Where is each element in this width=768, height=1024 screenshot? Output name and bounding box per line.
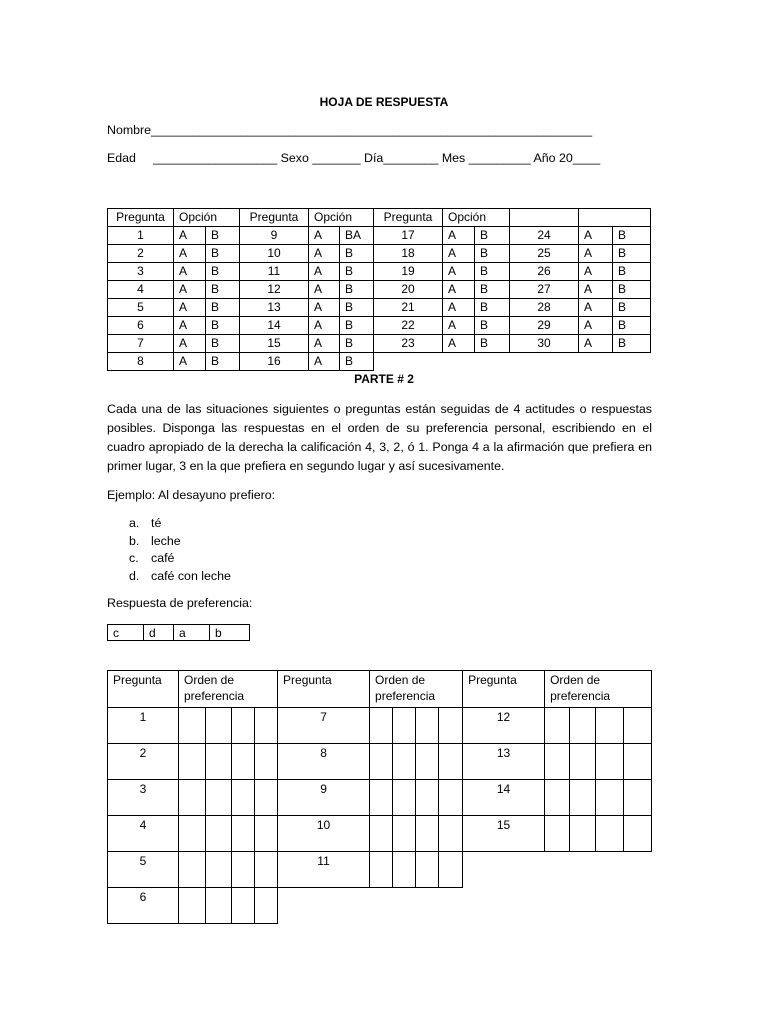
option-cell: B <box>206 245 240 263</box>
grid-header-pregunta: Pregunta <box>108 671 179 708</box>
preference-input-box[interactable] <box>255 816 278 852</box>
grid-row <box>108 888 652 924</box>
example-label: Ejemplo: Al desayuno prefiero: <box>107 488 276 502</box>
question-number-cell: 7 <box>108 335 174 353</box>
option-cell: B <box>475 317 510 335</box>
option-cell: A <box>443 317 475 335</box>
option-cell: B <box>475 227 510 245</box>
example-answer-boxes <box>107 624 250 641</box>
table-row <box>108 299 651 317</box>
list-item: c. café <box>129 551 175 565</box>
grid-question-number: 2 <box>108 744 179 780</box>
answer-cell: a <box>174 625 210 641</box>
option-cell: A <box>309 299 340 317</box>
preference-input-box[interactable] <box>179 744 206 780</box>
grid-question-number: 12 <box>463 708 545 744</box>
option-cell: B <box>340 353 374 371</box>
option-cell: A <box>579 245 613 263</box>
option-cell: A <box>174 263 206 281</box>
question-number-cell: 25 <box>510 245 579 263</box>
grid-question-number: 13 <box>463 744 545 780</box>
question-number-cell: 28 <box>510 299 579 317</box>
question-number-cell: 20 <box>374 281 443 299</box>
preference-input-box[interactable] <box>206 780 232 816</box>
option-cell: B <box>206 353 240 371</box>
question-number-cell: 30 <box>510 335 579 353</box>
option-cell: B <box>340 281 374 299</box>
preference-input-box[interactable] <box>624 780 652 816</box>
list-item: d. café con leche <box>129 568 231 583</box>
instructions-paragraph: Cada una de las situaciones siguientes o preguntas están seguidas de 4 actitudes o respuestas posibles. Disponga las respuestas en el orden de su preferencia personal, escribiendo en el cuadro apropiado de la derecha la calificación 4, 3, 2, ó 1. Ponga 4 a la afirmación que prefiera en primer lugar, 3 en la que prefiera en segundo lugar y así sucesivamente. <box>107 402 652 473</box>
option-cell: A <box>579 263 613 281</box>
table-row <box>108 227 651 245</box>
option-cell: B <box>613 281 651 299</box>
preference-input-box[interactable] <box>439 816 463 852</box>
question-number-cell: 17 <box>374 227 443 245</box>
option-cell: A <box>443 245 475 263</box>
preference-input-box[interactable] <box>255 888 278 924</box>
table-row <box>108 281 651 299</box>
option-cell: B <box>340 317 374 335</box>
question-number-cell: 11 <box>240 263 309 281</box>
preference-input-box[interactable] <box>206 708 232 744</box>
option-cell: A <box>309 353 340 371</box>
option-cell: A <box>174 227 206 245</box>
grid-row <box>108 708 652 744</box>
preference-input-box[interactable] <box>624 744 652 780</box>
question-number-cell: 18 <box>374 245 443 263</box>
option-cell: B <box>206 227 240 245</box>
header-opcion: Opción <box>174 209 240 227</box>
preference-input-box[interactable] <box>439 780 463 816</box>
grid-header-pregunta: Pregunta <box>463 671 545 708</box>
table-row <box>108 335 651 353</box>
part1-answer-table <box>107 208 651 371</box>
grid-empty-space <box>278 888 463 924</box>
preference-input-box[interactable] <box>570 744 596 780</box>
preference-input-box[interactable] <box>596 744 624 780</box>
grid-question-number: 8 <box>278 744 370 780</box>
option-cell: A <box>579 227 613 245</box>
preference-input-box[interactable] <box>370 852 393 888</box>
option-cell: A <box>579 335 613 353</box>
option-cell: B <box>206 335 240 353</box>
option-cell: A <box>174 353 206 371</box>
part1-header-row <box>108 209 651 227</box>
preference-input-box[interactable] <box>545 780 570 816</box>
question-number-cell: 22 <box>374 317 443 335</box>
answer-cell: c <box>108 625 144 641</box>
question-number-cell: 9 <box>240 227 309 245</box>
question-number-cell: 4 <box>108 281 174 299</box>
option-cell: B <box>206 263 240 281</box>
option-cell: A <box>309 281 340 299</box>
grid-header-row <box>108 671 652 708</box>
grid-row <box>108 744 652 780</box>
option-cell: B <box>475 245 510 263</box>
preference-input-box[interactable] <box>570 708 596 744</box>
preference-input-box[interactable] <box>179 816 206 852</box>
option-cell: B <box>613 227 651 245</box>
preference-input-box[interactable] <box>255 780 278 816</box>
question-number-cell: 8 <box>108 353 174 371</box>
option-cell: A <box>443 263 475 281</box>
preference-input-box[interactable] <box>255 744 278 780</box>
grid-question-number: 3 <box>108 780 179 816</box>
option-cell: A <box>174 299 206 317</box>
grid-header-pregunta: Pregunta <box>278 671 370 708</box>
option-cell: A <box>309 263 340 281</box>
preference-input-box[interactable] <box>596 816 624 852</box>
preference-input-box[interactable] <box>439 708 463 744</box>
table-row <box>108 317 651 335</box>
preference-input-box[interactable] <box>570 780 596 816</box>
option-cell: A <box>174 335 206 353</box>
question-number-cell: 10 <box>240 245 309 263</box>
preference-input-box[interactable] <box>393 780 416 816</box>
parte-2-heading: PARTE # 2 <box>354 372 414 386</box>
preference-input-box[interactable] <box>570 816 596 852</box>
question-number-cell: 13 <box>240 299 309 317</box>
option-cell: A <box>443 281 475 299</box>
question-number-cell: 24 <box>510 227 579 245</box>
preference-input-box[interactable] <box>416 780 439 816</box>
option-cell: A <box>579 299 613 317</box>
preference-input-box[interactable] <box>232 708 255 744</box>
header-empty <box>510 209 579 227</box>
preference-input-box[interactable] <box>393 852 416 888</box>
grid-question-number: 15 <box>463 816 545 852</box>
preference-input-box[interactable] <box>624 708 652 744</box>
preference-input-box[interactable] <box>179 852 206 888</box>
preference-input-box[interactable] <box>206 852 232 888</box>
grid-question-number: 11 <box>278 852 370 888</box>
preference-input-box[interactable] <box>232 888 255 924</box>
option-cell: B <box>475 281 510 299</box>
option-cell: B <box>340 299 374 317</box>
question-number-cell: 21 <box>374 299 443 317</box>
preference-input-box[interactable] <box>624 816 652 852</box>
table-row <box>108 263 651 281</box>
grid-header-orden: Orden de preferencia <box>370 671 463 708</box>
option-cell: A <box>309 317 340 335</box>
answer-label: Respuesta de preferencia: <box>107 596 253 610</box>
question-number-cell: 1 <box>108 227 174 245</box>
question-number-cell: 29 <box>510 317 579 335</box>
header-pregunta: Pregunta <box>374 209 443 227</box>
header-opcion: Opción <box>443 209 510 227</box>
preference-input-box[interactable] <box>255 708 278 744</box>
preference-input-box[interactable] <box>206 744 232 780</box>
header-empty <box>579 209 651 227</box>
preference-input-box[interactable] <box>596 780 624 816</box>
option-cell: A <box>443 227 475 245</box>
option-cell: A <box>309 245 340 263</box>
preference-input-box[interactable] <box>232 780 255 816</box>
page-title: HOJA DE RESPUESTA <box>319 95 449 109</box>
table-row <box>108 245 651 263</box>
grid-question-number: 4 <box>108 816 179 852</box>
question-number-cell: 15 <box>240 335 309 353</box>
option-cell: A <box>174 317 206 335</box>
preference-grid <box>107 670 652 924</box>
preference-input-box[interactable] <box>545 744 570 780</box>
preference-input-box[interactable] <box>439 852 463 888</box>
question-number-cell: 12 <box>240 281 309 299</box>
option-cell: A <box>579 281 613 299</box>
question-number-cell: 6 <box>108 317 174 335</box>
option-cell: A <box>443 335 475 353</box>
option-cell: B <box>475 263 510 281</box>
preference-input-box[interactable] <box>232 744 255 780</box>
preference-input-box[interactable] <box>393 744 416 780</box>
question-number-cell: 3 <box>108 263 174 281</box>
preference-input-box[interactable] <box>179 888 206 924</box>
preference-input-box[interactable] <box>206 888 232 924</box>
preference-input-box[interactable] <box>370 744 393 780</box>
preference-input-box[interactable] <box>416 744 439 780</box>
preference-input-box[interactable] <box>179 708 206 744</box>
option-cell: A <box>579 317 613 335</box>
option-cell: A <box>174 281 206 299</box>
grid-header-orden: Orden de preferencia <box>545 671 652 708</box>
grid-question-number: 6 <box>108 888 179 924</box>
grid-row <box>108 816 652 852</box>
list-item: a. té <box>129 516 162 530</box>
grid-empty-space <box>463 888 652 924</box>
preference-input-box[interactable] <box>370 708 393 744</box>
header-pregunta: Pregunta <box>108 209 174 227</box>
option-cell: A <box>174 245 206 263</box>
grid-question-number: 10 <box>278 816 370 852</box>
answer-cell: d <box>144 625 174 641</box>
preference-input-box[interactable] <box>255 852 278 888</box>
option-cell: B <box>340 263 374 281</box>
option-cell: B <box>206 317 240 335</box>
nombre-line: Nombre________________________________________________________________ <box>107 123 593 137</box>
question-number-cell: 26 <box>510 263 579 281</box>
question-number-cell: 27 <box>510 281 579 299</box>
question-number-cell: 23 <box>374 335 443 353</box>
grid-row <box>108 852 652 888</box>
preference-input-box[interactable] <box>370 816 393 852</box>
option-cell: B <box>613 263 651 281</box>
question-number-cell: 16 <box>240 353 309 371</box>
preference-input-box[interactable] <box>545 816 570 852</box>
grid-row <box>108 780 652 816</box>
table-row <box>108 353 651 371</box>
option-cell: B <box>340 335 374 353</box>
preference-input-box[interactable] <box>370 780 393 816</box>
preference-input-box[interactable] <box>416 852 439 888</box>
preference-input-box[interactable] <box>416 816 439 852</box>
edad-line: Edad __________________ Sexo _______ Día________ Mes _________ Año 20____ <box>107 151 601 165</box>
grid-header-orden: Orden de preferencia <box>179 671 278 708</box>
option-cell: B <box>206 299 240 317</box>
preference-input-box[interactable] <box>393 708 416 744</box>
preference-input-box[interactable] <box>179 780 206 816</box>
grid-question-number: 1 <box>108 708 179 744</box>
preference-input-box[interactable] <box>232 816 255 852</box>
option-cell: B <box>206 281 240 299</box>
question-number-cell: 19 <box>374 263 443 281</box>
option-cell: BA <box>340 227 374 245</box>
question-number-cell: 14 <box>240 317 309 335</box>
grid-question-number: 5 <box>108 852 179 888</box>
preference-input-box[interactable] <box>206 816 232 852</box>
grid-question-number: 7 <box>278 708 370 744</box>
header-opcion: Opción <box>309 209 374 227</box>
preference-input-box[interactable] <box>416 708 439 744</box>
question-number-cell: 2 <box>108 245 174 263</box>
option-cell: B <box>613 245 651 263</box>
option-cell: B <box>340 245 374 263</box>
option-cell: B <box>613 299 651 317</box>
preference-input-box[interactable] <box>596 708 624 744</box>
preference-input-box[interactable] <box>393 816 416 852</box>
option-cell: A <box>309 227 340 245</box>
header-pregunta: Pregunta <box>240 209 309 227</box>
option-cell: B <box>613 335 651 353</box>
grid-question-number: 14 <box>463 780 545 816</box>
option-cell: B <box>475 299 510 317</box>
preference-input-box[interactable] <box>439 744 463 780</box>
answer-cell: b <box>210 625 250 641</box>
option-cell: A <box>443 299 475 317</box>
question-number-cell: 5 <box>108 299 174 317</box>
option-cell: B <box>613 317 651 335</box>
option-cell: A <box>309 335 340 353</box>
example-options-list <box>129 515 231 585</box>
grid-empty-space <box>463 852 652 888</box>
list-item: b. leche <box>129 533 181 548</box>
preference-input-box[interactable] <box>545 708 570 744</box>
grid-question-number: 9 <box>278 780 370 816</box>
preference-input-box[interactable] <box>232 852 255 888</box>
option-cell: B <box>475 335 510 353</box>
